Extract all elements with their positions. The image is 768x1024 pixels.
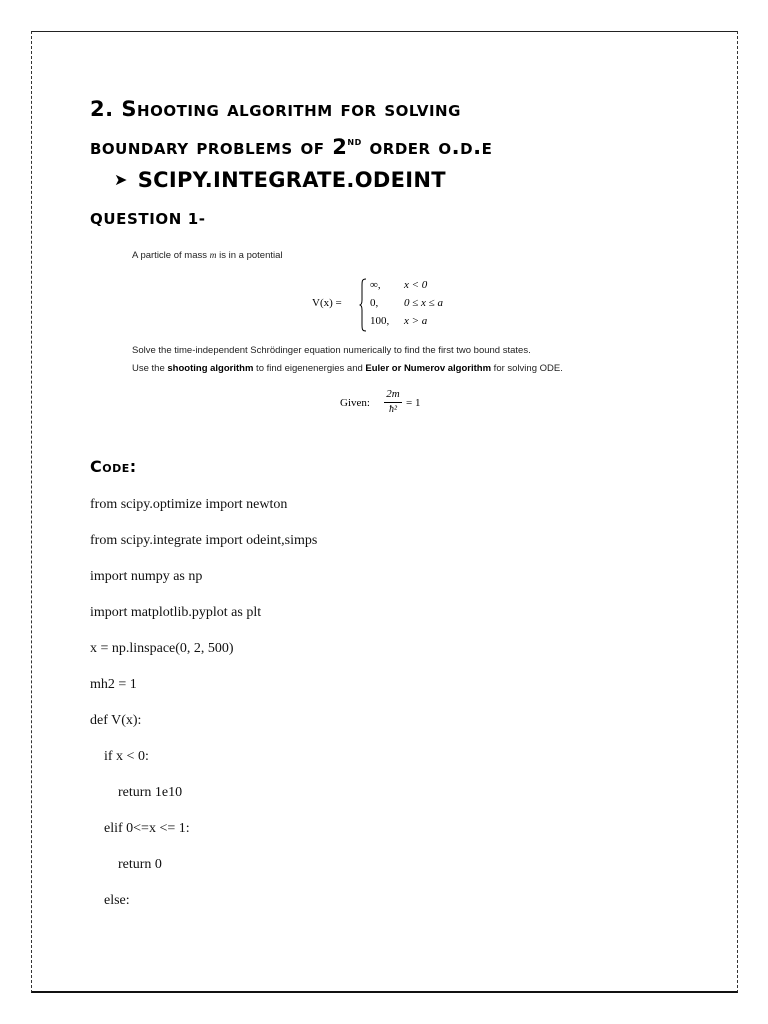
code-line: return 0 [90, 857, 162, 872]
fraction-bar [384, 402, 402, 403]
section-heading [90, 90, 690, 166]
fraction-numerator: 2m [386, 388, 400, 400]
code-line: import numpy as np [90, 569, 203, 584]
left-brace-icon [359, 278, 367, 332]
problem-intro [132, 250, 283, 261]
code-line: from scipy.integrate import odeint,simps [90, 533, 318, 548]
code-line: else: [90, 893, 130, 908]
problem-line-solve: Solve the time-independent Schrödinger equation numerically to find the first two bound states. [132, 345, 531, 356]
code-line: return 1e10 [90, 785, 183, 800]
method-text-1: Use the [132, 363, 168, 374]
heading-superscript: nd [347, 134, 362, 148]
heading-line-1: 2. Shooting algorithm for solving [90, 97, 461, 121]
code-line: elif 0<=x <= 1: [90, 821, 190, 836]
given-equals: = 1 [406, 397, 421, 409]
case-condition-2: 0 ≤ x ≤ a [404, 297, 443, 309]
code-line: x = np.linspace(0, 2, 500) [90, 641, 234, 656]
method-bold-numerov: Euler or Numerov algorithm [365, 363, 492, 374]
equation-lhs: V(x) = [312, 297, 342, 309]
method-bold-shooting: shooting algorithm [167, 363, 254, 374]
heading-line-2-text: boundary problems of 2 [90, 135, 348, 159]
subheading-text: SCIPY.INTEGRATE.ODEINT [137, 168, 446, 192]
problem-line-method [132, 363, 563, 374]
code-line: import matplotlib.pyplot as plt [90, 605, 262, 620]
arrow-bullet-icon: ➤ [114, 170, 128, 189]
case-value-2: 0, [370, 297, 379, 309]
method-text-3: for solving ODE. [491, 363, 563, 374]
given-label: Given: [340, 397, 370, 409]
heading-line-2 [90, 128, 690, 166]
case-condition-1: x < 0 [404, 279, 428, 291]
mass-variable: m [209, 251, 217, 261]
method-text-2: to find eigenenergies and [253, 363, 366, 374]
case-value-1: ∞, [370, 279, 381, 291]
problem-intro-tail: is in a potential [216, 250, 283, 261]
subheading [114, 168, 446, 192]
fraction-denominator: ħ² [389, 404, 397, 415]
potential-equation [312, 278, 512, 334]
code-line: if x < 0: [90, 749, 149, 764]
case-value-3: 100, [370, 315, 390, 327]
heading-line-2-tail: order o.d.e [361, 135, 493, 159]
code-line: mh2 = 1 [90, 677, 137, 692]
code-line: from scipy.optimize import newton [90, 497, 288, 512]
code-line: def V(x): [90, 713, 142, 728]
case-condition-3: x > a [404, 315, 428, 327]
given-fraction [384, 388, 402, 416]
problem-intro-text: A particle of mass [132, 250, 210, 261]
question-label: QUESTION 1- [90, 210, 206, 228]
code-label: Code: [90, 457, 137, 476]
